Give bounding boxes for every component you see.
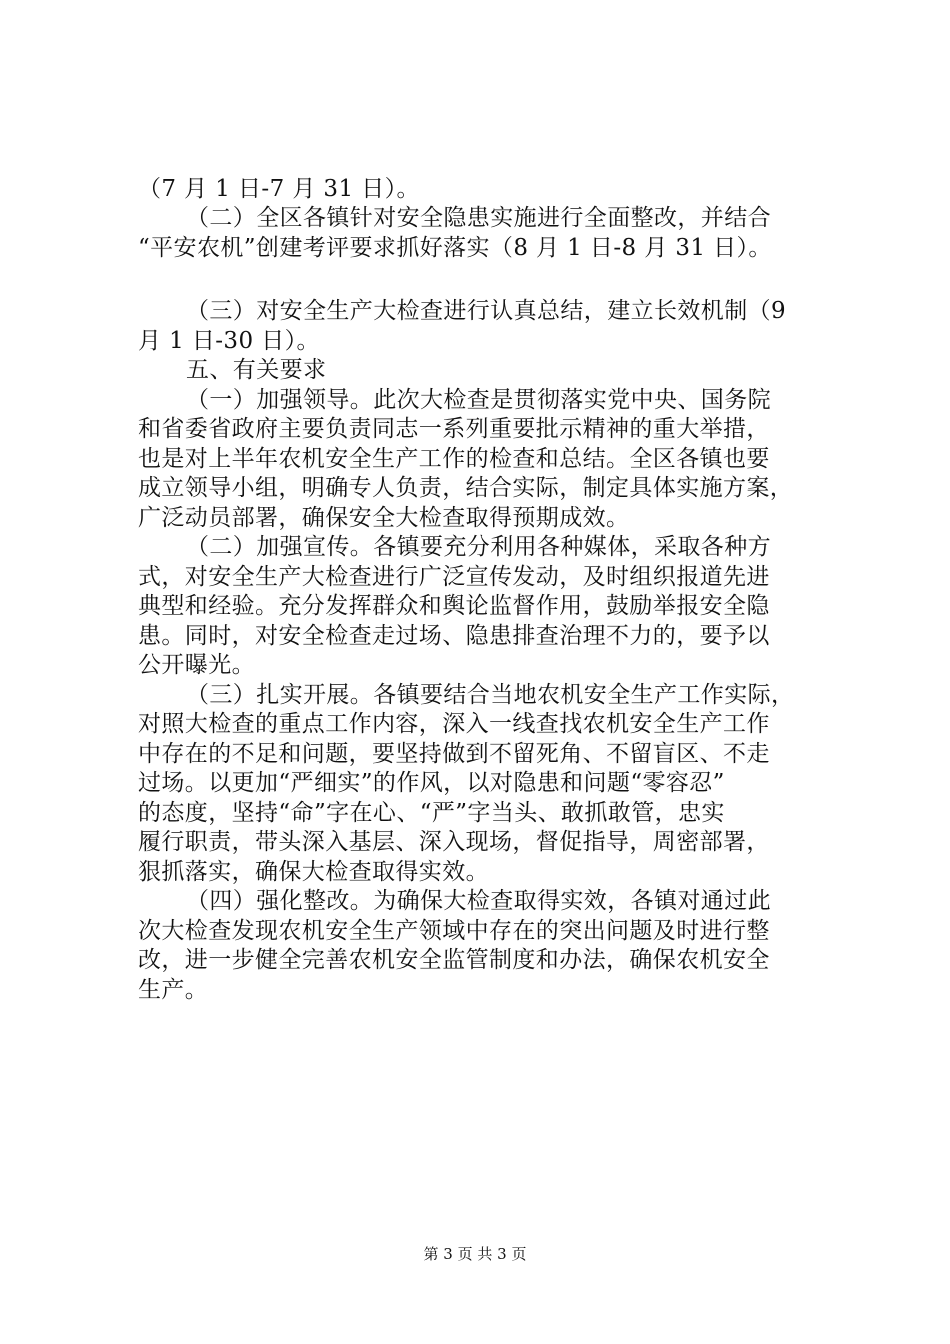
- text-line: 患。同时，对安全检查走过场、隐患排查治理不力的，要予以: [138, 623, 770, 649]
- text-line: 月 1 日-30 日）。: [138, 328, 320, 354]
- text-line: （二）加强宣传。各镇要充分利用各种媒体，采取各种方: [186, 534, 771, 560]
- text-line: 履行职责，带头深入基层、深入现场，督促指导，周密部署，: [138, 829, 770, 855]
- text-line: 和省委省政府主要负责同志一系列重要批示精神的重大举措，: [138, 416, 770, 442]
- text-line: （四）强化整改。为确保大检查取得实效，各镇对通过此: [186, 888, 771, 914]
- text-line: （7 月 1 日-7 月 31 日）。: [138, 176, 420, 202]
- text-line: （一）加强领导。此次大检查是贯彻落实党中央、国务院: [186, 387, 771, 413]
- text-line: 公开曝光。: [138, 652, 255, 678]
- text-line: “平安农机”创建考评要求抓好落实（8 月 1 日-8 月 31 日）。: [138, 235, 772, 261]
- text-line: （二）全区各镇针对安全隐患实施进行全面整改，并结合: [186, 205, 771, 231]
- page-number-footer: 第 3 页 共 3 页: [423, 1245, 527, 1263]
- text-line: 中存在的不足和问题，要坚持做到不留死角、不留盲区、不走: [138, 741, 770, 767]
- text-line: （三）扎实开展。各镇要结合当地农机安全生产工作实际，: [186, 682, 795, 708]
- text-line: 式，对安全生产大检查进行广泛宣传发动，及时组织报道先进: [138, 564, 770, 590]
- text-line: 的态度，坚持“命”字在心、“严”字当头、敢抓敢管，忠实: [138, 800, 725, 826]
- text-line: 改，进一步健全完善农机安全监管制度和办法，确保农机安全: [138, 947, 770, 973]
- text-line: 过场。以更加“严细实”的作风，以对隐患和问题“零容忍”: [138, 770, 725, 796]
- text-line: 典型和经验。充分发挥群众和舆论监督作用，鼓励举报安全隐: [138, 593, 770, 619]
- text-line: （三）对安全生产大检查进行认真总结，建立长效机制（9: [186, 298, 787, 324]
- text-line: 对照大检查的重点工作内容，深入一线查找农机安全生产工作: [138, 711, 770, 737]
- section-heading: 五、有关要求: [186, 357, 327, 383]
- text-line: 生产。: [138, 977, 209, 1003]
- text-line: 广泛动员部署，确保安全大检查取得预期成效。: [138, 505, 630, 531]
- text-line: 次大检查发现农机安全生产领域中存在的突出问题及时进行整: [138, 918, 770, 944]
- text-line: 狠抓落实，确保大检查取得实效。: [138, 859, 489, 885]
- text-line: 也是对上半年农机安全生产工作的检查和总结。全区各镇也要: [138, 446, 770, 472]
- text-line: 成立领导小组，明确专人负责，结合实际，制定具体实施方案，: [138, 475, 794, 501]
